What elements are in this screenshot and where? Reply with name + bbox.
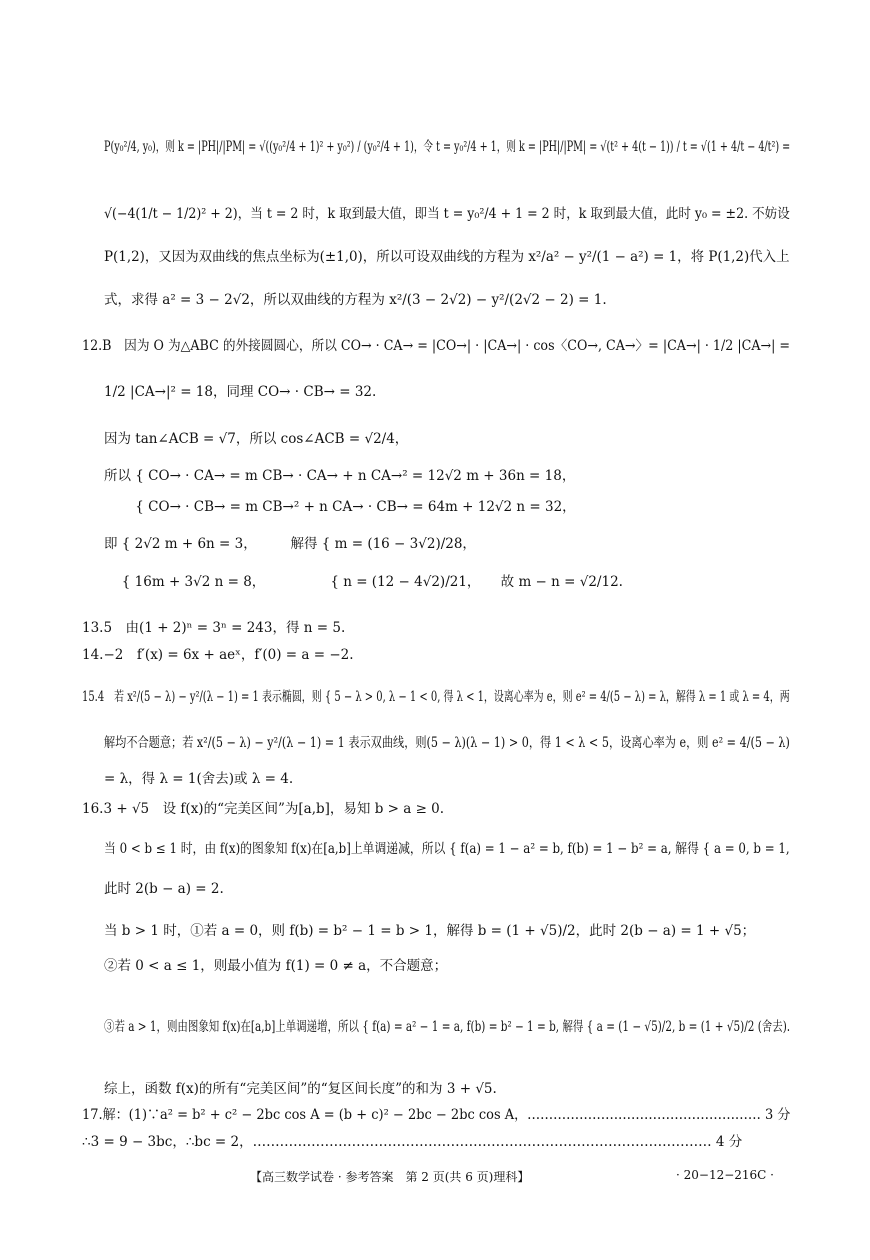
text-line: 当 b > 1 时，①若 a = 0，则 f(b) = b² − 1 = b > 1，解得 b = (1 + √5)/2，此时 2(b − a) = 1 + √5； [104,923,756,939]
text-line: 13.5 由(1 + 2)ⁿ = 3ⁿ = 243，得 n = 5. [82,620,346,636]
text-line: 15.4 若 x²/(5 − λ) − y²/(λ − 1) = 1 表示椭圆，则 { 5 − λ > 0, λ − 1 < 0, 得 λ < 1，设离心率为 e，则 e² = 4/(5 − λ) = λ，解得 λ = 1 或 λ = 4，两 [82,689,790,705]
text-line: { CO→ · CB→ = m CB→² + n CA→ · CB→ = 64m + 12√2 n = 32， [104,499,576,515]
text-line: 因为 tan∠ACB = √7，所以 cos∠ACB = √2/4， [104,431,409,447]
text-line: ③若 a > 1，则由图象知 f(x)在[a,b]上单调递增，所以 { f(a) = a² − 1 = a, f(b) = b² − 1 = b, 解得 { a = (1 − √5)/2, b = (1 + √5)/2 (舍去). [104,1019,791,1035]
text-line: P(y₀²/4, y₀)，则 k = |PH|/|PM| = √((y₀²/4 + 1)² + y₀²) / (y₀²/4 + 1)，令 t = y₀²/4 + 1，则 k = |PH|/|PM| = √(t² + 4(t − 1)) / t = √(1 + 4/t − 4/t²) = [104,139,791,155]
text-line: 当 0 < b ≤ 1 时，由 f(x)的图象知 f(x)在[a,b]上单调递减，所以 { f(a) = 1 − a² = b, f(b) = 1 − b² = a, 解得 { a = 0, b = 1, [104,841,790,857]
page-footer-center: 【高三数学试卷 · 参考答案 第 2 页(共 6 页)理科】 [250,1170,530,1184]
text-line: ∴3 = 9 − 3bc，∴bc = 2，………………………………………………………………………………………… 4 分 [82,1134,743,1150]
text-line: 解均不合题意；若 x²/(5 − λ) − y²/(λ − 1) = 1 表示双曲线，则(5 − λ)(λ − 1) > 0，得 1 < λ < 5，设离心率为 e，则 e² = 4/(5 − λ) [104,735,790,751]
text-line: = λ，得 λ = 1(舍去)或 λ = 4. [104,771,294,787]
text-line: 14.−2 f′(x) = 6x + aeˣ，f′(0) = a = −2. [82,647,354,663]
text-line: 所以 { CO→ · CA→ = m CB→ · CA→ + n CA→² = 12√2 m + 36n = 18， [104,468,576,484]
text-line: 16.3 + √5 设 f(x)的“完美区间”为[a,b]，易知 b > a ≥ 0. [82,801,445,817]
text-line: 1/2 |CA→|² = 18，同理 CO→ · CB→ = 32. [104,384,377,400]
text-line: P(1,2)，又因为双曲线的焦点坐标为(±1,0)，所以可设双曲线的方程为 x²/a² − y²/(1 − a²) = 1，将 P(1,2)代入上 [104,249,790,265]
text-line: 12.B 因为 O 为△ABC 的外接圆圆心，所以 CO→ · CA→ = |CO→| · |CA→| · cos〈CO→, CA→〉= |CA→| · 1/2 |CA→| = [82,338,791,354]
text-line: 综上，函数 f(x)的所有“完美区间”的“复区间长度”的和为 3 + √5. [104,1081,497,1097]
text-line: 式，求得 a² = 3 − 2√2，所以双曲线的方程为 x²/(3 − 2√2) − y²/(2√2 − 2) = 1. [104,292,607,308]
text-line: 即 { 2√2 m + 6n = 3， 解得 { m = (16 − 3√2)/28， [104,536,476,552]
text-line: 17.解：(1)∵a² = b² + c² − 2bc cos A = (b + c)² − 2bc − 2bc cos A，……………………………………………… 3 分 [82,1107,791,1123]
page-footer-right: · 20−12−216C · [676,1168,774,1182]
text-line: √(−4(1/t − 1/2)² + 2)，当 t = 2 时，k 取到最大值，即当 t = y₀²/4 + 1 = 2 时，k 取到最大值，此时 y₀ = ±2. 不妨设 [104,206,790,222]
text-line: 此时 2(b − a) = 2. [104,881,224,897]
text-line: { 16m + 3√2 n = 8， { n = (12 − 4√2)/21， 故 m − n = √2/12. [104,574,623,590]
text-line: ②若 0 < a ≤ 1，则最小值为 f(1) = 0 ≠ a，不合题意； [104,958,448,974]
